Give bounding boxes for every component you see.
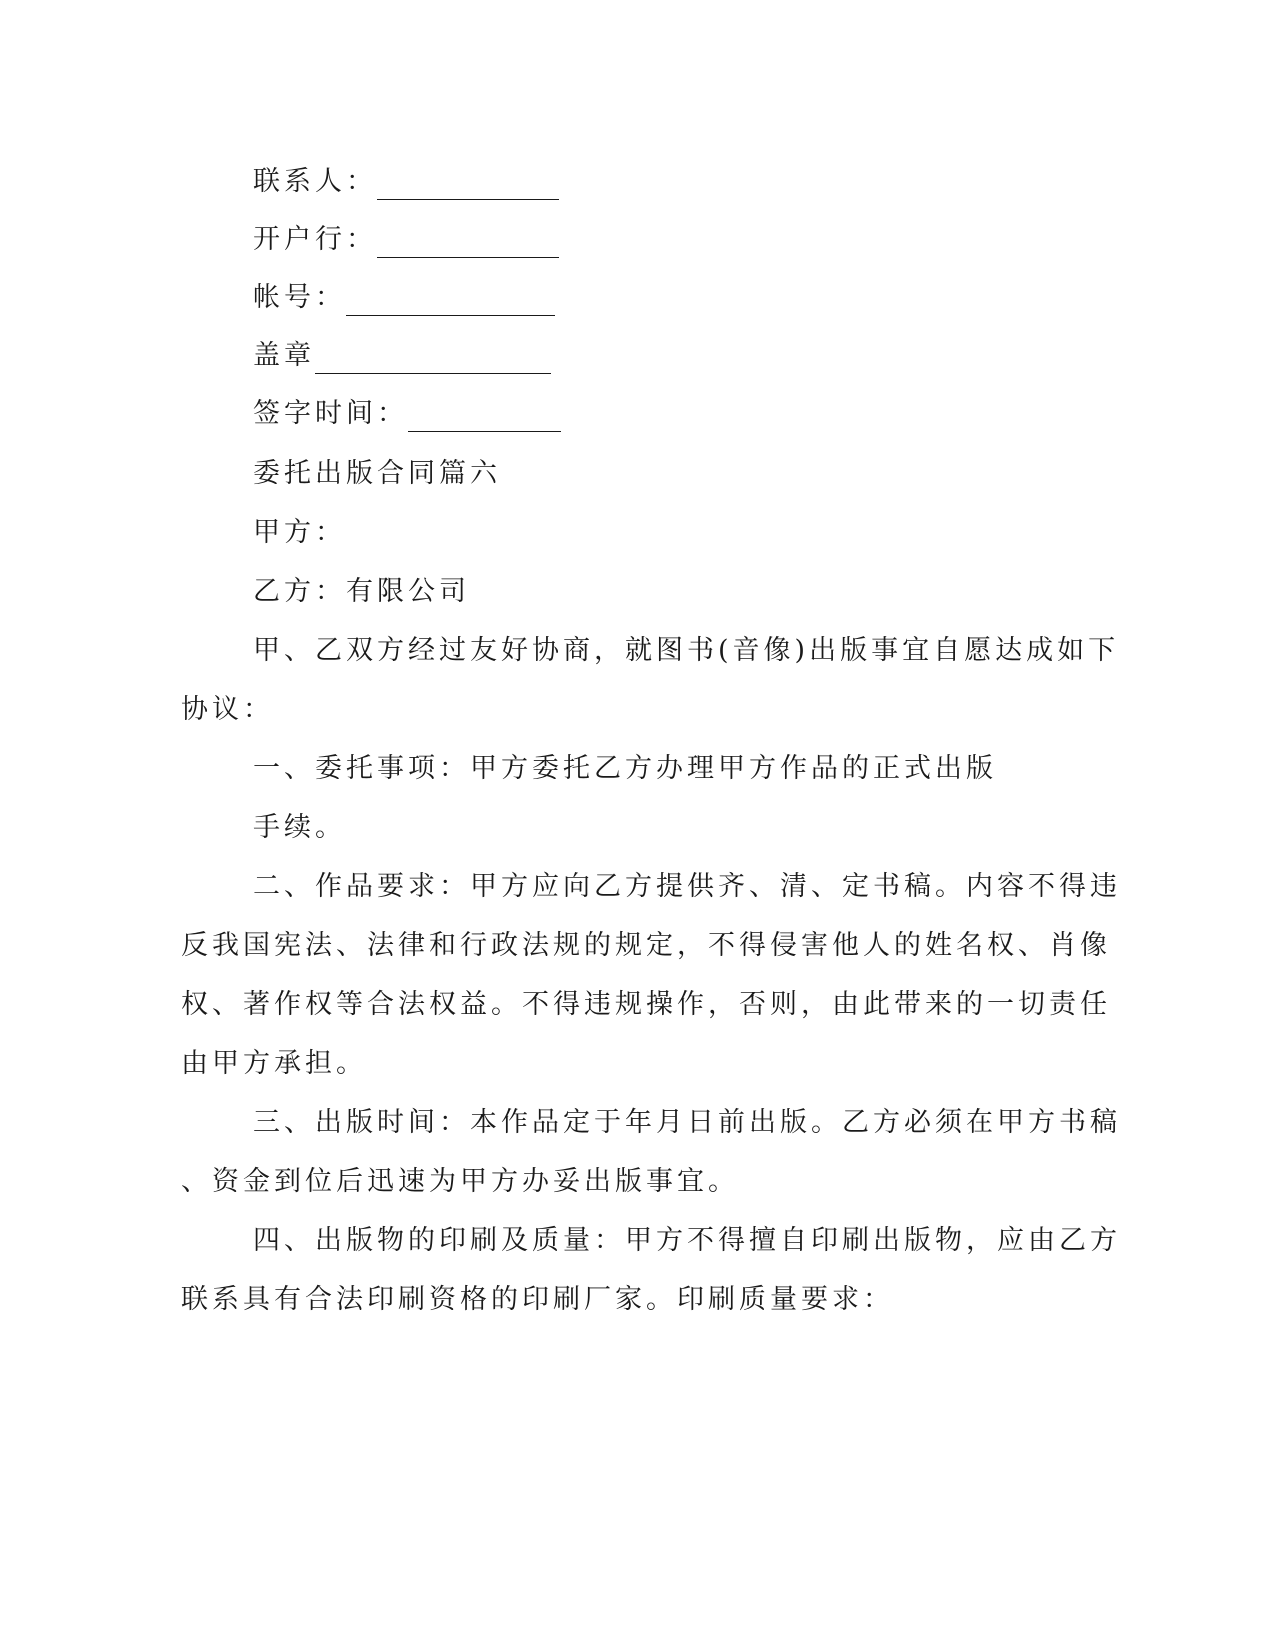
paragraph-line: 四、出版物的印刷及质量：甲方不得擅自印刷出版物，应由乙方 <box>253 1225 1121 1256</box>
account-field <box>253 280 555 316</box>
seal-field <box>253 338 551 374</box>
paragraph-line: 、资金到位后迅速为甲方办妥出版事宜。 <box>181 1166 739 1197</box>
paragraph-line: 由甲方承担。 <box>181 1048 367 1079</box>
party-b: 乙方：有限公司 <box>253 576 470 607</box>
bank-label: 开户行： <box>253 224 377 255</box>
bank-blank-line <box>377 231 559 258</box>
paragraph-line: 权、著作权等合法权益。不得违规操作，否则，由此带来的一切责任 <box>181 989 1111 1020</box>
contact-label: 联系人： <box>253 166 377 197</box>
paragraph-line: 甲、乙双方经过友好协商，就图书(音像)出版事宜自愿达成如下 <box>253 635 1120 666</box>
party-a: 甲方： <box>253 517 346 548</box>
paragraph-line: 协议： <box>181 694 274 725</box>
sign-time-field <box>253 396 561 432</box>
section-title: 委托出版合同篇六 <box>253 458 501 489</box>
paragraph-line: 三、出版时间：本作品定于年月日前出版。乙方必须在甲方书稿 <box>253 1107 1121 1138</box>
bank-field <box>253 222 559 258</box>
sign-time-label: 签字时间： <box>253 398 408 429</box>
sign-time-blank-line <box>408 405 561 432</box>
account-label: 帐号： <box>253 282 346 313</box>
paragraph-line: 联系具有合法印刷资格的印刷厂家。印刷质量要求： <box>181 1284 894 1315</box>
paragraph-line: 二、作品要求：甲方应向乙方提供齐、清、定书稿。内容不得违 <box>253 871 1121 902</box>
contact-field <box>253 164 559 200</box>
seal-blank-line <box>315 347 551 374</box>
contact-blank-line <box>377 173 559 200</box>
paragraph-line: 反我国宪法、法律和行政法规的规定，不得侵害他人的姓名权、肖像 <box>181 930 1111 961</box>
paragraph-line: 手续。 <box>253 812 346 843</box>
seal-label: 盖章 <box>253 340 315 371</box>
paragraph-line: 一、委托事项：甲方委托乙方办理甲方作品的正式出版 <box>253 753 997 784</box>
account-blank-line <box>346 289 555 316</box>
